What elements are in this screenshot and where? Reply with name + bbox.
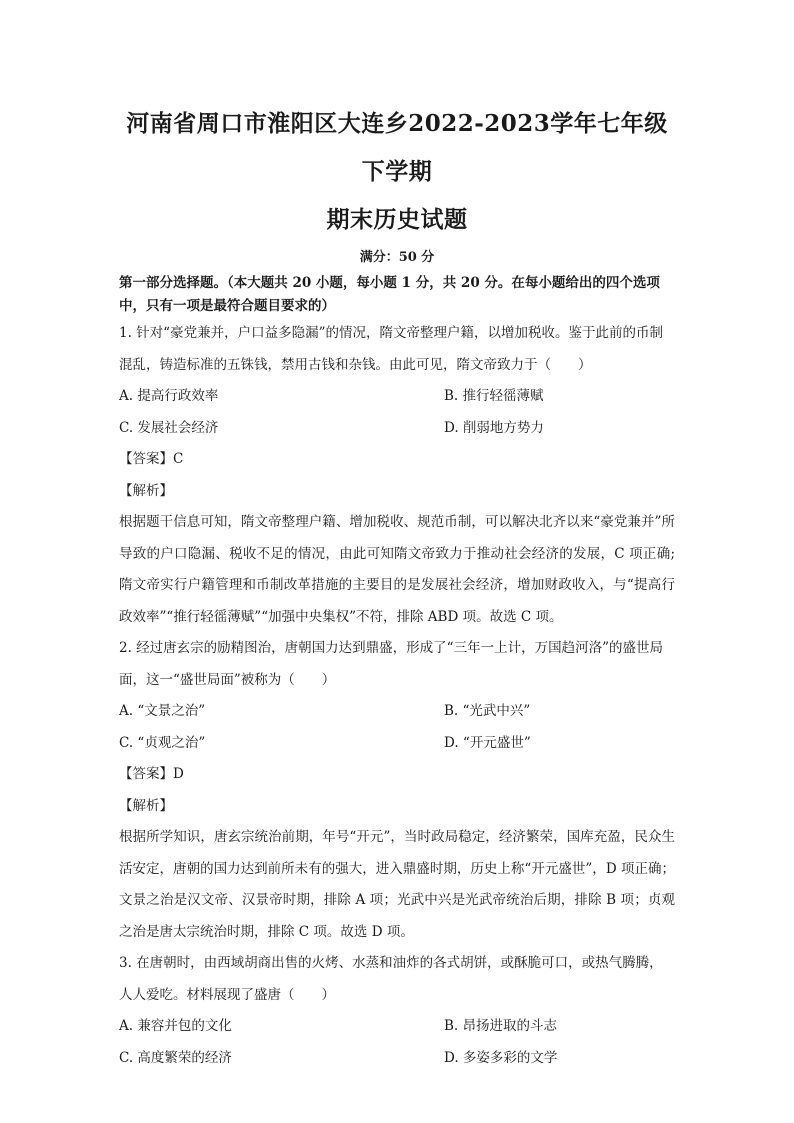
section-heading: 第一部分选择题。（本大题共 20 小题，每小题 1 分，共 20 分。在每小题给出的四个选项中，只有一项是最符合题目要求的） [119, 275, 660, 314]
analysis-label: 【解析】 [119, 797, 173, 814]
option-a: A. “文景之治” [119, 703, 206, 719]
option-c: C. “贞观之治” [119, 734, 206, 751]
option-list [119, 696, 675, 759]
question-stem: 1. 针对“豪党兼并，户口益多隐漏”的情况，隋文帝整理户籍，以增加税收。鉴于此前的币制混乱，铸造标准的五铢钱，禁用古钱和杂钱。由此可见，隋文帝致力于（ ） [119, 325, 663, 373]
question-2 [119, 633, 675, 948]
option-d: D. 削弱地方势力 [444, 419, 544, 436]
option-b: B. 推行轻徭薄赋 [444, 388, 544, 404]
option-d: D. “开元盛世” [444, 734, 531, 751]
option-c: C. 发展社会经济 [119, 419, 219, 436]
answer: 【答案】D [119, 766, 184, 782]
exam-title-line2: 期末历史试题 [326, 206, 468, 233]
option-b: B. 昂扬进取的斗志 [444, 1018, 558, 1034]
option-list [119, 381, 675, 444]
analysis-label: 【解析】 [119, 482, 173, 499]
answer: 【答案】C [119, 451, 184, 467]
question-3 [119, 948, 675, 1074]
analysis-text: 根据题干信息可知，隋文帝整理户籍、增加税收、规范币制，可以解决北齐以来“豪党兼并”所导致的户口隐漏、税收不足的情况，由此可知隋文帝致力于推动社会经济的发展，C 项正确;隋文帝实行户籍管理和币制改革措施的主要目的是发展社会经济，增加财政收入，与“提高行政效率”“推行轻徭薄赋”“加强中央集权”不符，排除 ABD 项。故选 C 项。 [119, 514, 675, 625]
option-a: A. 提高行政效率 [119, 388, 219, 404]
option-b: B. “光武中兴” [444, 703, 531, 719]
option-d: D. 多姿多彩的文学 [444, 1049, 558, 1066]
option-a: A. 兼容并包的文化 [119, 1018, 232, 1034]
full-score: 满分：50 分 [359, 250, 435, 265]
option-list [119, 1011, 675, 1074]
option-c: C. 高度繁荣的经济 [119, 1049, 232, 1066]
exam-title-line1: 河南省周口市淮阳区大连乡2022-2023学年七年级下学期 [126, 110, 668, 185]
question-stem: 3. 在唐朝时，由西域胡商出售的火烤、水蒸和油炸的各式胡饼，或酥脆可口，或热气腾腾，人人爱吃。材料展现了盛唐（ ） [119, 955, 663, 1003]
question-1 [119, 318, 675, 633]
exam-page [119, 100, 675, 1074]
analysis-text: 根据所学知识，唐玄宗统治前期，年号“开元”，当时政局稳定，经济繁荣，国库充盈，民众生活安定，唐朝的国力达到前所未有的强大，进入鼎盛时期，历史上称“开元盛世”，D 项正确；文景之治是汉文帝、汉景帝时期，排除 A 项；光武中兴是光武帝统治后期，排除 B 项；贞观之治是唐太宗统治时期，排除 C 项。故选 D 项。 [119, 829, 675, 940]
question-stem: 2. 经过唐玄宗的励精图治，唐朝国力达到鼎盛，形成了“三年一上计，万国趋河洛”的盛世局面，这一“盛世局面”被称为（ ） [119, 640, 663, 688]
